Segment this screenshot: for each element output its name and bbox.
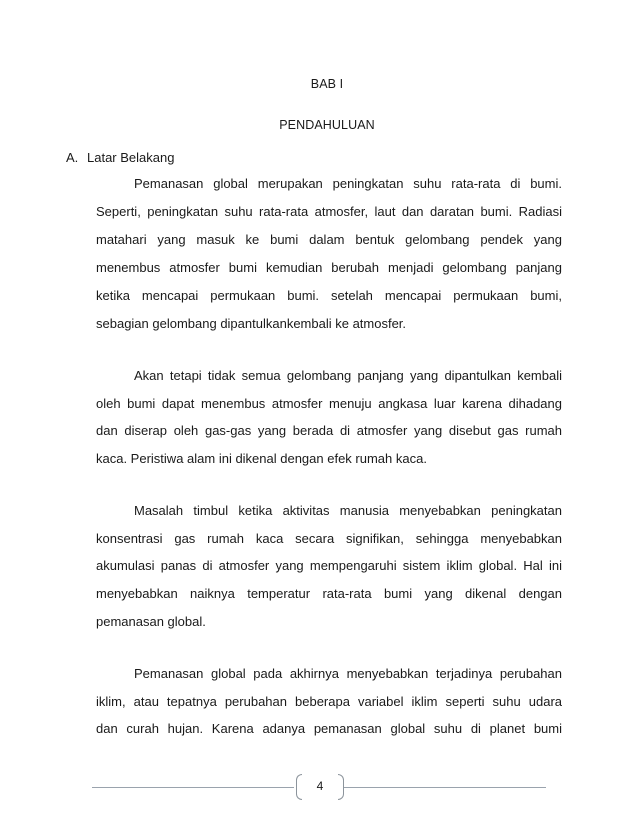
- paragraph-3-line-3: akumulasi panas di atmosfer yang mempengaruhi sistem iklim global. Hal ini: [96, 558, 562, 573]
- page-number: 4: [316, 779, 324, 793]
- paragraph-3-line-5: pemanasan global.: [96, 614, 206, 629]
- paragraph-1-line-1: Pemanasan global merupakan peningkatan suhu rata-rata di bumi.: [134, 176, 562, 191]
- paragraph-4-line-2: iklim, atau tepatnya perubahan beberapa variabel iklim seperti suhu udara: [96, 694, 562, 709]
- paragraph-1-line-4: menembus atmosfer bumi kemudian berubah menjadi gelombang panjang: [96, 260, 562, 275]
- chapter-number: BAB I: [310, 77, 344, 91]
- paragraph-1-line-5: ketika mencapai permukaan bumi. setelah mencapai permukaan bumi,: [96, 288, 562, 303]
- paragraph-2-line-4: kaca. Peristiwa alam ini dikenal dengan efek rumah kaca.: [96, 451, 427, 466]
- footer-rule-left: [92, 787, 294, 788]
- section-heading: [66, 150, 174, 165]
- chapter-title: PENDAHULUAN: [279, 118, 375, 132]
- paragraph-2-line-3: dan diserap oleh gas-gas yang berada di atmosfer yang disebut gas rumah: [96, 423, 562, 438]
- paragraph-1-line-6: sebagian gelombang dipantulkankembali ke atmosfer.: [96, 316, 407, 331]
- page-number-bracket-right: [338, 774, 344, 800]
- paragraph-1-line-2: Seperti, peningkatan suhu rata-rata atmosfer, laut dan daratan bumi. Radiasi: [96, 204, 562, 219]
- footer-rule-right: [344, 787, 546, 788]
- paragraph-2-line-1: Akan tetapi tidak semua gelombang panjang yang dipantulkan kembali: [134, 368, 562, 383]
- paragraph-3-line-2: konsentrasi gas rumah kaca secara signifikan, sehingga menyebabkan: [96, 531, 562, 546]
- section-title: Latar Belakang: [87, 150, 175, 165]
- paragraph-1-line-3: matahari yang masuk ke bumi dalam bentuk gelombang pendek yang: [96, 232, 562, 247]
- paragraph-4-line-1: Pemanasan global pada akhirnya menyebabkan terjadinya perubahan: [134, 666, 562, 681]
- paragraph-3-line-1: Masalah timbul ketika aktivitas manusia menyebabkan peningkatan: [134, 503, 562, 518]
- paragraph-2-line-2: oleh bumi dapat menembus atmosfer menuju angkasa luar karena dihadang: [96, 396, 562, 411]
- section-letter: A.: [66, 150, 79, 165]
- paragraph-3-line-4: menyebabkan naiknya temperatur rata-rata bumi yang dikenal dengan: [96, 586, 562, 601]
- paragraph-4-line-3: dan curah hujan. Karena adanya pemanasan global suhu di planet bumi: [96, 721, 562, 736]
